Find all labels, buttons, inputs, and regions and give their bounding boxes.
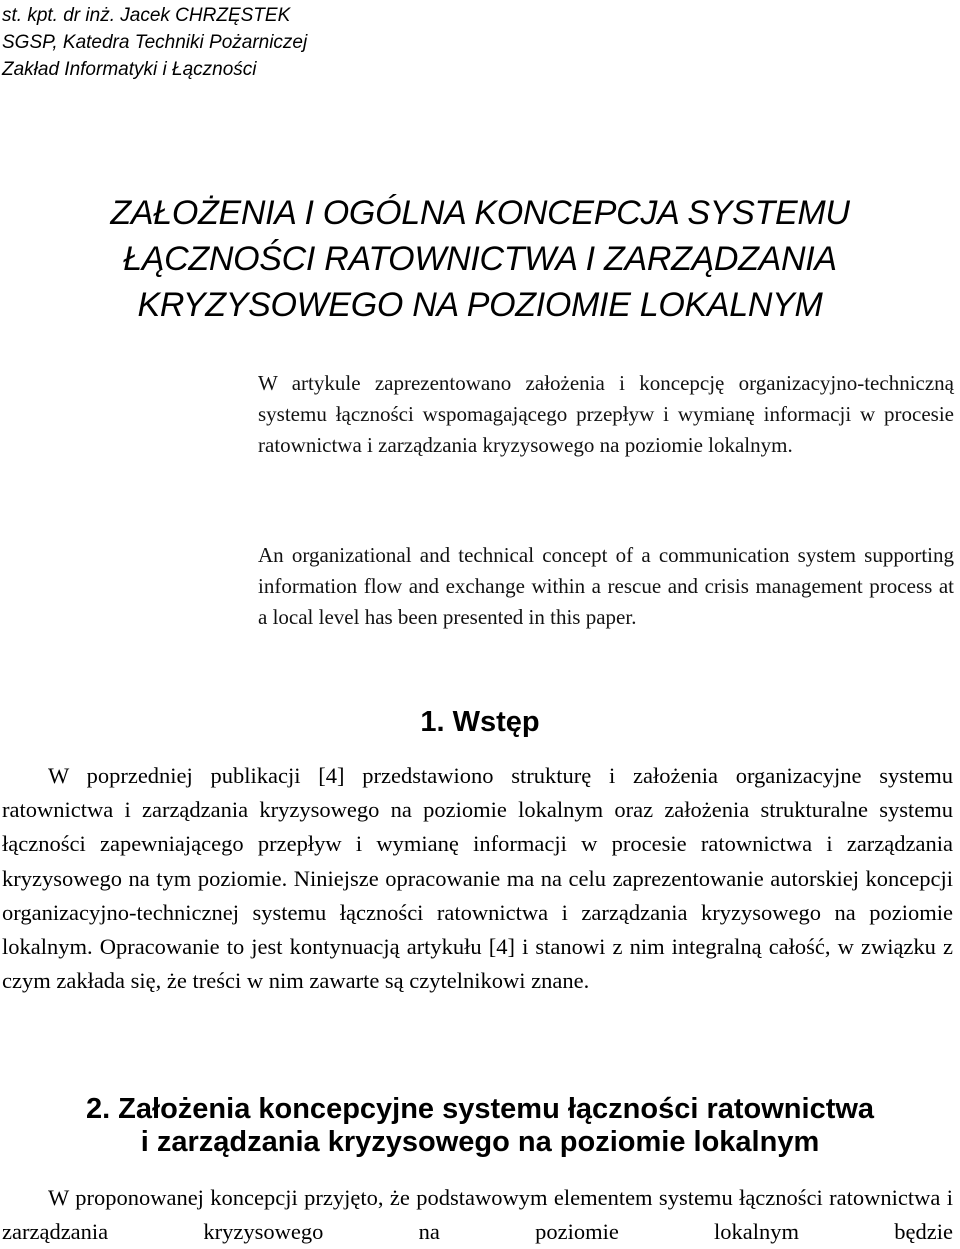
title-line-3: KRYZYSOWEGO NA POZIOMIE LOKALNYM (137, 286, 823, 324)
section-2-heading-line-1: 2. Założenia koncepcyjne systemu łączności ratownictwa (85, 1093, 875, 1125)
author-department: Zakład Informatyki i Łączności (2, 59, 257, 80)
section-2-paragraph: W proponowanej koncepcji przyjęto, że podstawowym elementem systemu łączności ratownictwa i zarządzania kryzysowego na poziomie lokalnym będzie (2, 1185, 953, 1245)
section-2-heading (0, 1093, 960, 1159)
section-2-heading-line-2: i zarządzania kryzysowego na poziomie lokalnym (140, 1126, 820, 1158)
section-1-paragraph: W poprzedniej publikacji [4] przedstawiono strukturę i założenia organizacyjne systemu ratownictwa i zarządzania kryzysowego na poziomie lokalnym oraz założenia strukturalne systemu łączności zapewniającego przepływ i wymianę informacji w procesie ratownictwa i zarządzania kryzysowego na tym poziomie. Niniejsze opracowanie ma na celu zaprezentowanie autorskiej koncepcji organizacyjno-technicznej systemu łączności ratownictwa i zarządzania kryzysowego na poziomie lokalnym. Opracowanie to jest kontynuacją artykułu [4] i stanowi z nim integralną całość, w związku z czym zakłada się, że treści w nim zawarte są czytelnikowi znane. (2, 763, 953, 994)
author-block (2, 2, 307, 83)
paper-title (0, 190, 960, 328)
title-line-2: ŁĄCZNOŚCI RATOWNICTWA I ZARZĄDZANIA (123, 240, 837, 278)
title-line-1: ZAŁOŻENIA I OGÓLNA KONCEPCJA SYSTEMU (110, 194, 850, 232)
abstract-english: An organizational and technical concept of a communication system supporting information flow and exchange within a rescue and crisis management process at a local level has been presented in this paper. (258, 543, 954, 629)
author-affiliation: SGSP, Katedra Techniki Pożarniczej (2, 32, 308, 53)
abstract-polish: W artykule zaprezentowano założenia i koncepcję organizacyjno-techniczną systemu łączności wspomagającego przepływ i wymianę informacji w procesie ratownictwa i zarządzania kryzysowego na poziomie lokalnym. (258, 371, 954, 457)
section-1-heading: 1. Wstęp (420, 706, 540, 738)
author-name: st. kpt. dr inż. Jacek CHRZĘSTEK (2, 5, 291, 26)
